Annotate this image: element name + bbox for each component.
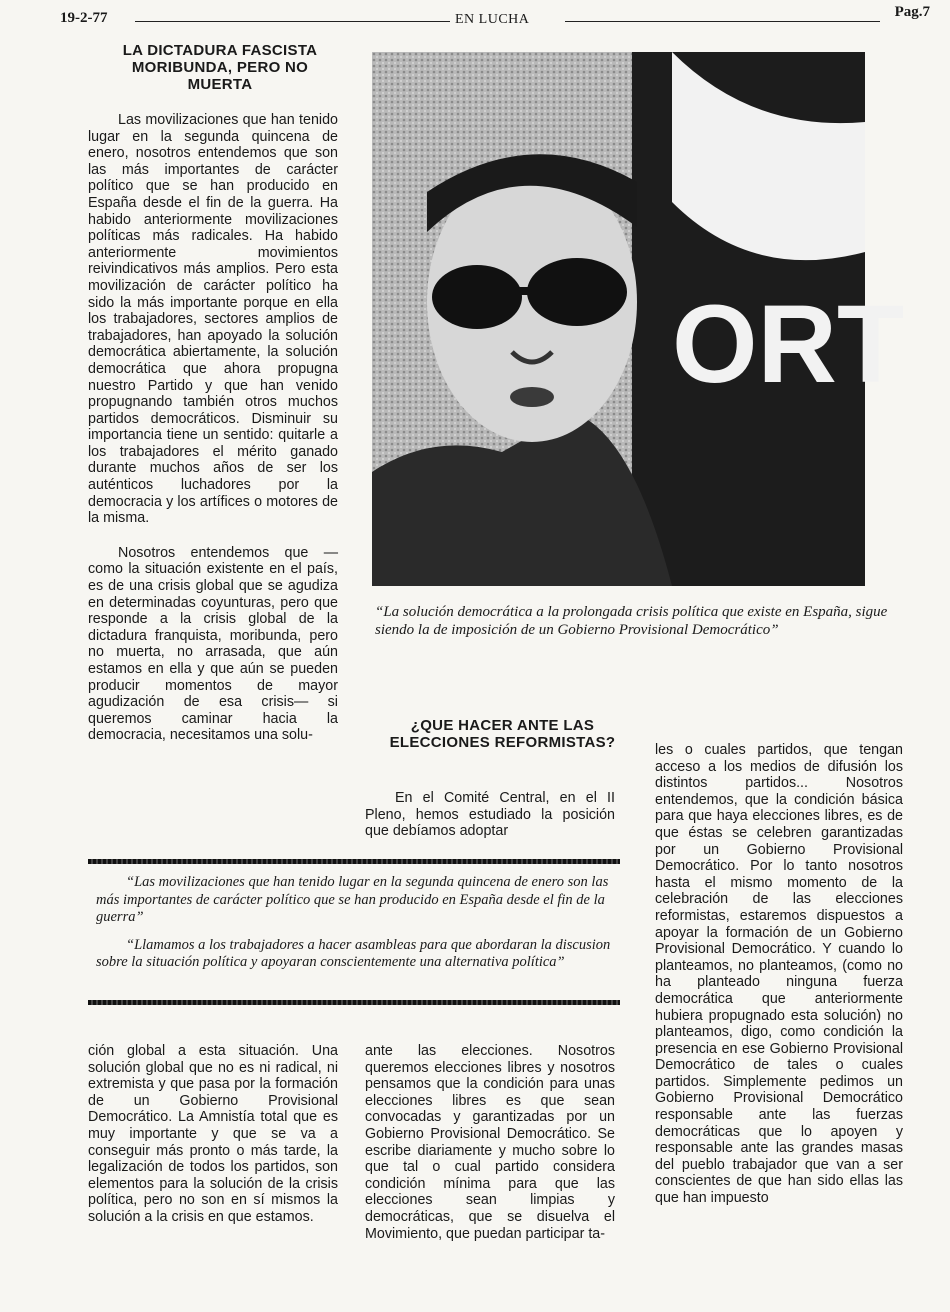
page-number: Pag.7 bbox=[894, 4, 930, 20]
article1-para2: Nosotros entendemos que —como la situación existente en el país, es de una crisis global que se agudiza en determinadas coyunturas, pero que responde a la crisis global de la dictadura franquista, moribunda, pero no muerta, no arrasada, que aún estamos en ella y que aún se pueden producir momentos de mayor agudización de esa crisis— si queremos caminar hacia la democracia, necesitamos una solu- bbox=[88, 544, 338, 744]
header-rule-left bbox=[135, 21, 450, 22]
article1-para3: ción global a esta situación. Una solución global que no es ni radical, ni extremista y que pasa por la formación de un Gobierno Provisional Democrático. La Amnistía total que es muy importante y que se va a conseguir más pronto o más tarde, la legalización de todos los partidos, son elementos para la solución de la crisis política, pero no son en sí mismos la solución a la crisis en que estamos. bbox=[88, 1043, 338, 1225]
article2-headline: ¿QUE HACER ANTE LAS ELECCIONES REFORMISTAS? bbox=[389, 717, 616, 751]
portrait-image bbox=[372, 52, 905, 586]
issue-date: 19-2-77 bbox=[60, 10, 108, 26]
photo-letters: ORT bbox=[672, 283, 905, 406]
article2-right-column bbox=[655, 742, 903, 1207]
article1-para1: Las movilizaciones que han tenido lugar en la segunda quincena de enero, nosotros entendemos que son las más importantes de carácter político que se han producido en España desde el fin de la guerra. Ha habido anteriormente movilizaciones políticas más radicales. Ha habido anteriormente movimientos reivindicativos más amplios. Pero esta movilización de carácter político ha sido la más importante porque en ella los trabajadores, sectores amplios de trabajadores, han apoyado la solución democrática abiertamente, la solución democrática que ahora propugna nuestro Partido y que han venido propugnando también otros muchos partidos democráticos. Disminuir su importancia tiene un sentido: quitarle a los trabajadores el mérito ganado durante muchos años de ser los auténticos luchadores por la democracia y los artífices o motores de la misma. bbox=[88, 112, 338, 527]
publication-name: EN LUCHA bbox=[455, 12, 530, 27]
pull-quote-2: “Llamamos a los trabajadores a hacer asambleas para que abordaran la discusion sobre la situación política y apoyaran conscientemente una alternativa política” bbox=[96, 936, 611, 970]
quote-box bbox=[96, 874, 612, 972]
page-header bbox=[60, 4, 930, 32]
article1-column bbox=[88, 112, 338, 744]
article1-continuation bbox=[88, 1043, 338, 1226]
quote-rule-top bbox=[88, 859, 620, 864]
header-rule-right bbox=[565, 21, 880, 22]
article1-headline: LA DICTADURA FASCISTA MORIBUNDA, PERO NO MUERTA bbox=[122, 42, 318, 93]
quote-rule-bottom bbox=[88, 1000, 620, 1005]
article2-para3: les o cuales partidos, que tengan acceso a los medios de difusión los distintos partidos... Nosotros entendemos, que la condición básica para que haya elecciones libres, es de que éstas se celebren garantizadas por un Gobierno Provisional Democrático. Por lo tanto nosotros hasta el mismo momento de la celebración de las elecciones reformistas, estaremos dispuestos a apoyar la formación de un Gobierno Provisional Democrático. Y cuando lo planteamos, no planteamos, (como no ha planteado ninguna fuerza democrática que anteriormente hubiera propugnado esta solución) no planteamos, digo, como condición la presencia en ese Gobierno Provisional Democrático de tales o cuales partidos. Simplemente pedimos un Gobierno Provisional Democrático responsable ante las fuerzas democráticas que lo apoyen y responsable ante las grandes masas del pueblo trabajador que van a ser conscientes de que han sido ellas las que han impuesto bbox=[655, 742, 903, 1207]
article2-continuation bbox=[365, 1043, 615, 1242]
article2-para2: ante las elecciones. Nosotros queremos elecciones libres y nosotros pensamos que la condición para unas elecciones libres es que sean convocadas y garantizadas por un Gobierno Provisional Democrático. Se escribe diariamente y mucho sobre lo que tal o cual partido considera condición mínima para que las elecciones sean limpias y democráticas, que se disuelva el Movimiento, que puedan participar ta- bbox=[365, 1043, 615, 1242]
portrait-photo bbox=[372, 52, 905, 586]
pull-quote-1: “Las movilizaciones que han tenido lugar en la segunda quincena de enero son las más importantes de carácter político que se han producido en España desde el fin de la guerra” bbox=[96, 874, 609, 925]
article2-para1: En el Comité Central, en el II Pleno, hemos estudiado la posición que debíamos adoptar bbox=[365, 790, 615, 840]
article2-intro bbox=[365, 790, 615, 840]
photo-caption: “La solución democrática a la prolongada crisis política que existe en España, sigue siendo la de imposición de un Gobierno Provisional Democrático” bbox=[375, 604, 888, 638]
